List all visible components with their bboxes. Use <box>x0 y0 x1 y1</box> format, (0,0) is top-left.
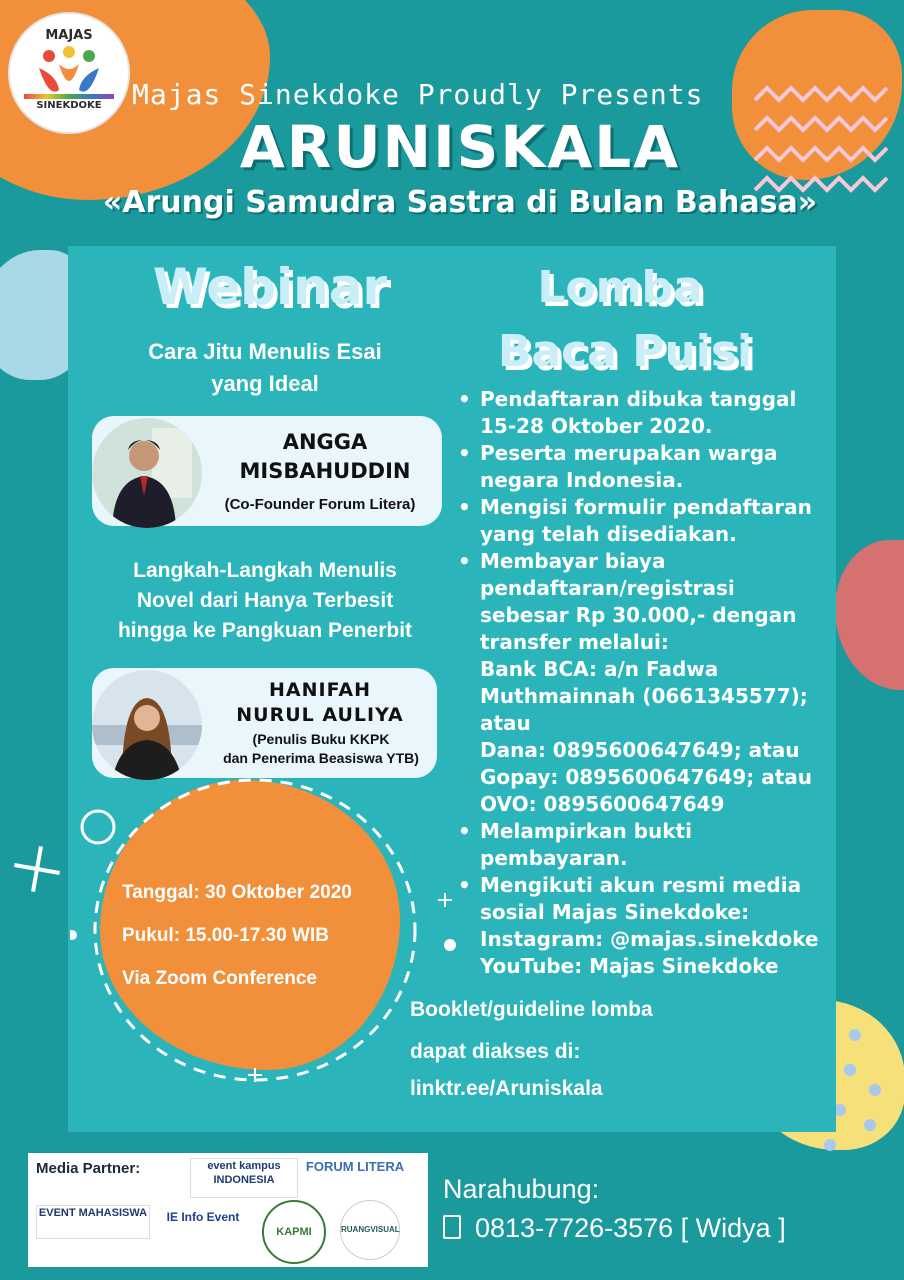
topic-2-line-2: Novel dari Hanya Terbesit <box>136 589 394 612</box>
topic-2-line-1: Langkah-Langkah Menulis <box>133 559 397 582</box>
topic-1-line-1: Cara Jitu Menulis Esai <box>148 339 382 364</box>
speaker-1-avatar-icon <box>92 418 202 528</box>
rule-item <box>458 440 838 494</box>
majas-sinekdoke-logo <box>8 12 130 134</box>
partner-logo-ruangvisual: RUANGVISUAL <box>340 1200 400 1260</box>
rule-text: atau <box>480 711 531 735</box>
decorative-red-blob <box>835 540 904 690</box>
speaker-1-photo <box>92 418 202 528</box>
rule-text: Bank BCA: a/n Fadwa <box>480 657 719 681</box>
speaker-2-name-line-2: NURUL AULIYA <box>236 704 404 726</box>
logo-bottom-text: SINEKDOKE <box>36 100 102 111</box>
booklet-link[interactable]: linktr.ee/Aruniskala <box>410 1077 603 1100</box>
rule-text: YouTube: Majas Sinekdoke <box>480 954 779 978</box>
competition-rules-list <box>458 386 838 980</box>
rule-text: • Peserta merupakan warga <box>480 441 778 465</box>
speaker-2-role-line-1: (Penulis Buku KKPK <box>252 731 390 747</box>
rule-text: Instagram: @majas.sinekdoke <box>480 927 819 951</box>
rule-text: • Mengikuti akun resmi media <box>480 873 802 897</box>
webinar-heading: Webinar <box>152 258 388 316</box>
contact-line <box>443 1213 786 1244</box>
speaker-1-role: (Co-Founder Forum Litera) <box>224 496 416 513</box>
logo-rainbow-bar <box>24 94 114 99</box>
speaker-1-name-line-2: MISBAHUDDIN <box>239 459 411 483</box>
topic-1-line-2: yang Ideal <box>211 371 319 396</box>
rule-item <box>458 818 838 872</box>
rule-text: Gopay: 0895600647649; atau <box>480 765 813 789</box>
event-subtitle: «Arungi Samudra Sastra di Bulan Bahasa» <box>102 185 818 220</box>
decorative-cross-icon <box>10 842 64 896</box>
speaker-2-name <box>215 678 425 728</box>
topic-2-line-3: hingga ke Pangkuan Penerbit <box>117 619 413 642</box>
rule-item <box>458 872 838 980</box>
partner-logo-event-kampus: event kampus INDONESIA <box>190 1158 298 1198</box>
speaker-2-role <box>205 730 437 768</box>
webinar-topic-2 <box>90 556 440 646</box>
rule-text: pendaftaran/registrasi <box>480 576 735 600</box>
rule-text: • Pendaftaran dibuka tanggal <box>480 387 797 411</box>
webinar-platform: Via Zoom Conference <box>122 968 317 989</box>
rule-item <box>458 548 838 818</box>
logo-top-text: MAJAS <box>45 28 93 43</box>
media-partner-label: Media Partner: <box>36 1160 141 1177</box>
rule-text: Dana: 0895600647649; atau <box>480 738 800 762</box>
lomba-heading-line-2: Baca Puisi <box>497 326 753 377</box>
rule-text: OVO: 0895600647649 <box>480 792 725 816</box>
webinar-time: Pukul: 15.00-17.30 WIB <box>122 925 329 946</box>
presents-line: Majas Sinekdoke Proudly Presents <box>132 78 704 111</box>
webinar-topic-1 <box>100 336 430 400</box>
lomba-heading-line-1: Lomba <box>537 262 703 313</box>
speaker-2-photo <box>92 670 202 780</box>
event-title: ARUNISKALA <box>239 113 681 181</box>
rule-text: 15-28 Oktober 2020. <box>480 414 713 438</box>
rule-text: • Melampirkan bukti <box>480 819 692 843</box>
speaker-2-role-line-2: dan Penerima Beasiswa YTB) <box>223 750 419 766</box>
contact-title: Narahubung: <box>443 1174 600 1204</box>
phone-icon <box>443 1215 461 1239</box>
speaker-1-name-line-1: ANGGA <box>282 430 368 454</box>
rule-text: • Membayar biaya <box>480 549 666 573</box>
rule-text: negara Indonesia. <box>480 468 684 492</box>
webinar-date: Tanggal: 30 Oktober 2020 <box>122 882 352 903</box>
rule-text: pembayaran. <box>480 846 628 870</box>
logo-figures-icon <box>34 46 104 98</box>
partner-logo-kapmi: KAPMI <box>262 1200 326 1264</box>
rule-text: • Mengisi formulir pendaftaran <box>480 495 812 519</box>
speaker-2-name-line-1: HANIFAH <box>269 679 371 701</box>
speaker-2-avatar-icon <box>92 670 202 780</box>
partner-logo-info-event: IE Info Event <box>166 1210 240 1224</box>
rule-text: sosial Majas Sinekdoke: <box>480 900 750 924</box>
booklet-line-1: Booklet/guideline lomba <box>410 998 653 1021</box>
rule-text: transfer melalui: <box>480 630 669 654</box>
rule-text: yang telah disediakan. <box>480 522 737 546</box>
rule-item <box>458 386 838 440</box>
rule-item <box>458 494 838 548</box>
speaker-1-name <box>220 428 430 486</box>
contact-number[interactable]: 0813-7726-3576 [ Widya ] <box>475 1213 786 1243</box>
partner-logo-event-mahasiswa: EVENT MAHASISWA <box>36 1205 150 1239</box>
partner-logo-forum-litera: FORUM LITERA <box>305 1159 405 1174</box>
rule-text: Muthmainnah (0661345577); <box>480 684 808 708</box>
rule-text: sebesar Rp 30.000,- dengan <box>480 603 797 627</box>
booklet-line-2: dapat diakses di: <box>410 1040 581 1063</box>
